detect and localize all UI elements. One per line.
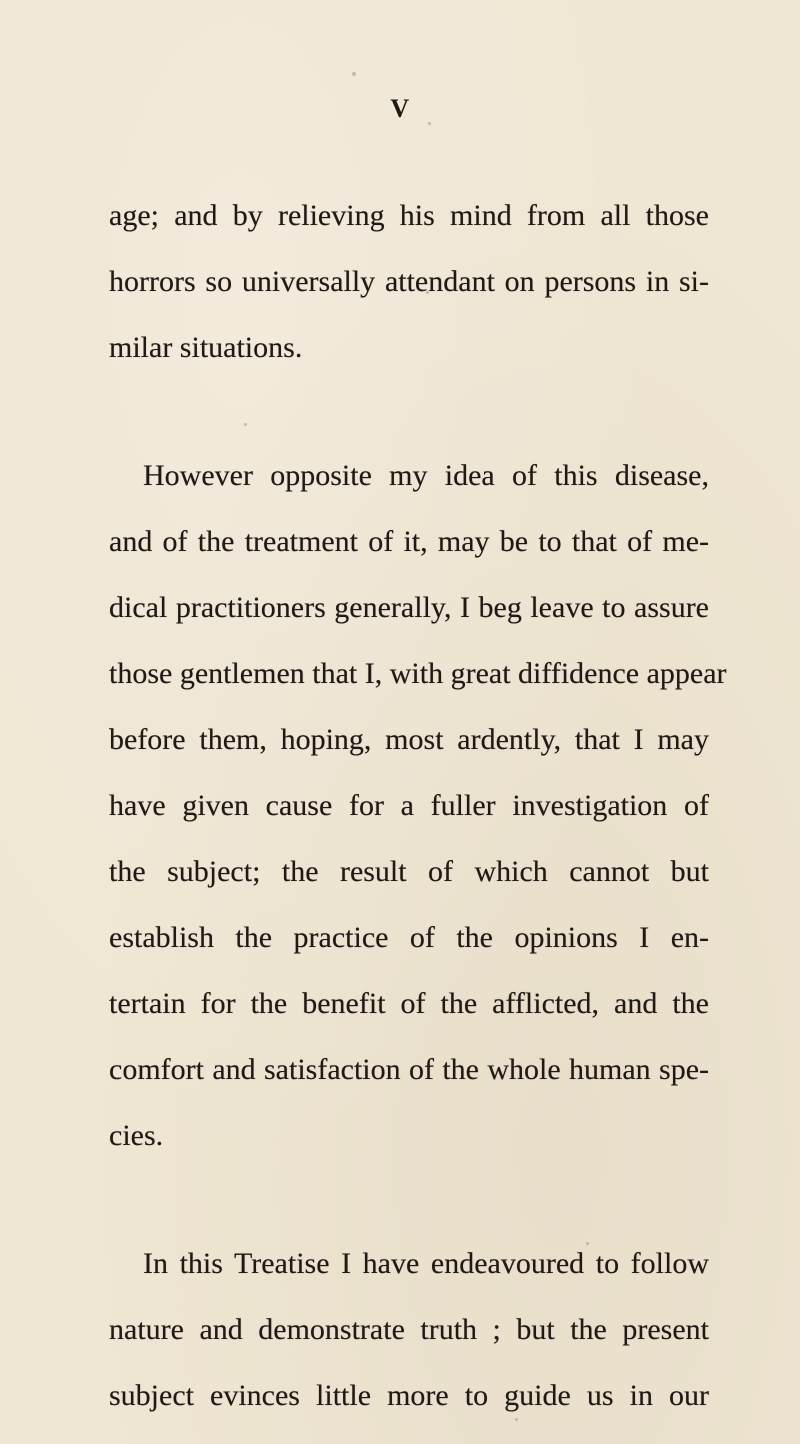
text-line: milar situations. [109, 331, 303, 364]
text-line: subject evinces little more to guide us in our [109, 1379, 709, 1412]
text-line: those gentlemen that I, with great diffidence appear [109, 657, 727, 690]
text-line: cies. [109, 1119, 164, 1152]
text-line: and of the treatment of it, may be to that of me- [109, 525, 709, 558]
text-line: In this Treatise I have endeavoured to follow [143, 1247, 709, 1280]
text-line: tertain for the benefit of the afflicted, and the [109, 987, 709, 1020]
paper-speck [428, 122, 431, 125]
text-line: age; and by relieving his mind from all those [109, 199, 709, 232]
paper-speck [586, 1242, 589, 1245]
paper-speck [515, 1418, 518, 1421]
text-line: nature and demonstrate truth ; but the present [109, 1313, 709, 1346]
text-line: However opposite my idea of this disease, [143, 459, 709, 492]
text-line: have given cause for a fuller investigation of [109, 789, 709, 822]
text-line: dical practitioners generally, I beg leave to assure [109, 591, 709, 624]
text-line: before them, hoping, most ardently, that I may [109, 723, 709, 756]
paper-speck [352, 72, 356, 76]
text-line: comfort and satisfaction of the whole human spe- [109, 1053, 709, 1086]
text-line: horrors so universally attendant on persons in si- [109, 265, 709, 298]
paper-speck [244, 423, 247, 426]
page-number: V [390, 94, 410, 123]
text-line: establish the practice of the opinions I en- [109, 921, 709, 954]
text-line: the subject; the result of which cannot but [109, 855, 709, 888]
